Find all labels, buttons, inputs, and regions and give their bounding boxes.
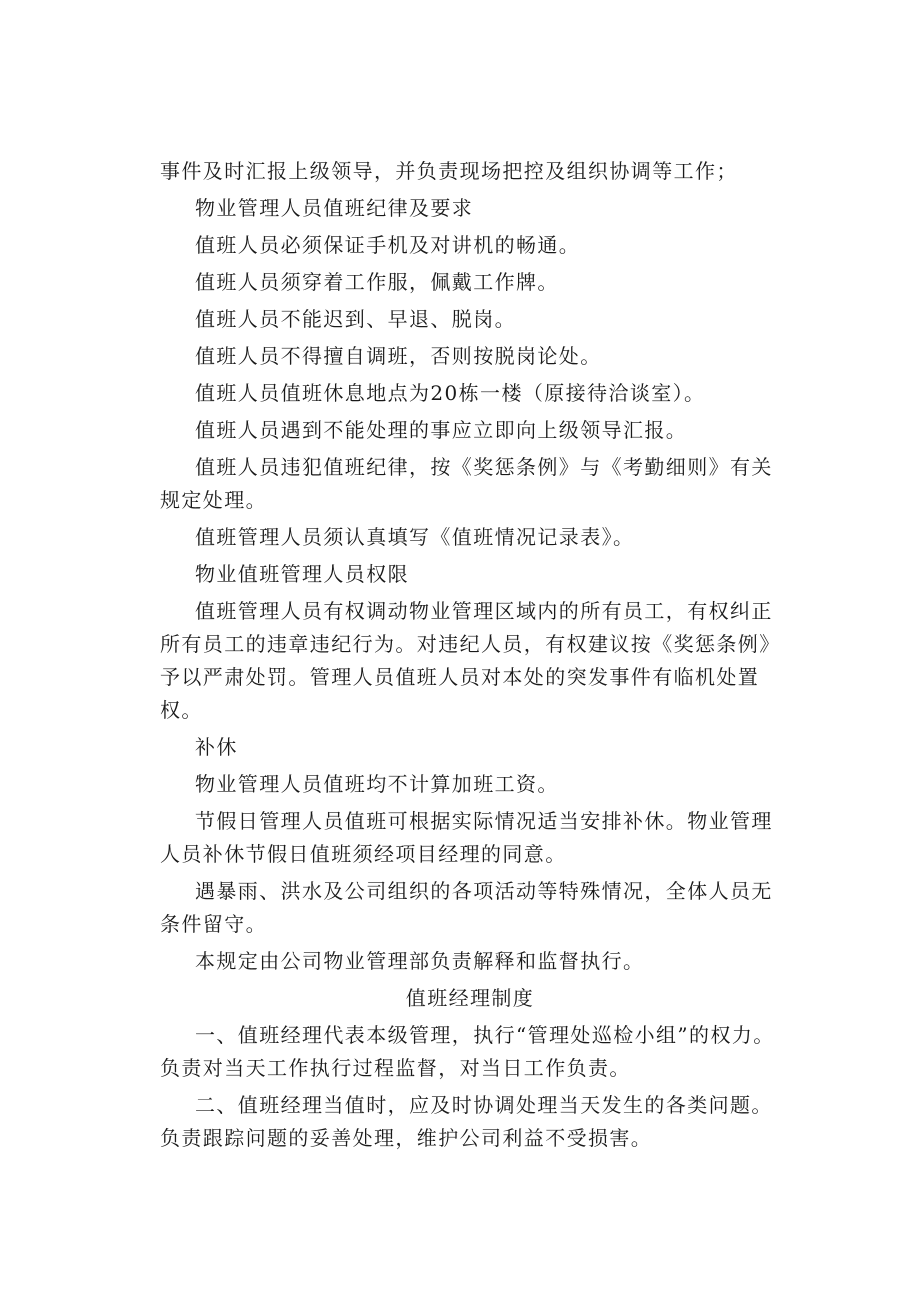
section-title-authority: 物业值班管理人员权限	[195, 562, 409, 586]
paragraph-4: 值班人员须穿着工作服，佩戴工作牌。	[195, 270, 559, 294]
section-title-compensatory-leave: 补休	[195, 735, 238, 759]
section-title-duty-discipline: 物业管理人员值班纪律及要求	[195, 196, 474, 220]
paragraph-14: 物业管理人员值班均不计算加班工资。	[195, 772, 559, 796]
paragraph-15: 节假日管理人员值班可根据实际情况适当安排补休。物业管理人员补休节假日值班须经项目经理的同意。	[160, 809, 773, 866]
paragraph-1: 事件及时汇报上级领导，并负责现场把控及组织协调等工作；	[160, 159, 738, 183]
paragraph-10: 值班管理人员须认真填写《值班情况记录表》。	[195, 525, 635, 549]
paragraph-16: 遇暴雨、洪水及公司组织的各项活动等特殊情况，全体人员无条件留守。	[160, 879, 773, 936]
heading-duty-manager-system: 值班经理制度	[405, 986, 535, 1010]
paragraph-12: 值班管理人员有权调动物业管理区域内的所有员工，有权纠正所有员工的违章违纪行为。对违纪人员，有权建议按《奖惩条例》予以严肃处罚。管理人员值班人员对本处的突发事件有临机处置权。	[160, 599, 773, 722]
paragraph-3: 值班人员必须保证手机及对讲机的畅通。	[195, 233, 581, 257]
paragraph-6: 值班人员不得擅自调班，否则按脱岗论处。	[195, 344, 602, 368]
paragraph-5: 值班人员不能迟到、早退、脱岗。	[195, 307, 516, 331]
article-2: 二、值班经理当值时，应及时协调处理当天发生的各类问题。负责跟踪问题的妥善处理，维护公司利益不受损害。	[160, 1093, 773, 1150]
paragraph-17: 本规定由公司物业管理部负责解释和监督执行。	[195, 949, 645, 973]
article-1: 一、值班经理代表本级管理，执行“管理处巡检小组”的权力。负责对当天工作执行过程监督，对当日工作负责。	[160, 1023, 775, 1080]
document-page	[160, 155, 780, 1159]
paragraph-9: 值班人员违犯值班纪律，按《奖惩条例》与《考勤细则》有关规定处理。	[160, 455, 773, 512]
paragraph-7: 值班人员值班休息地点为20栋一楼（原接待洽谈室）。	[195, 381, 706, 405]
paragraph-8: 值班人员遇到不能处理的事应立即向上级领导汇报。	[195, 418, 688, 442]
